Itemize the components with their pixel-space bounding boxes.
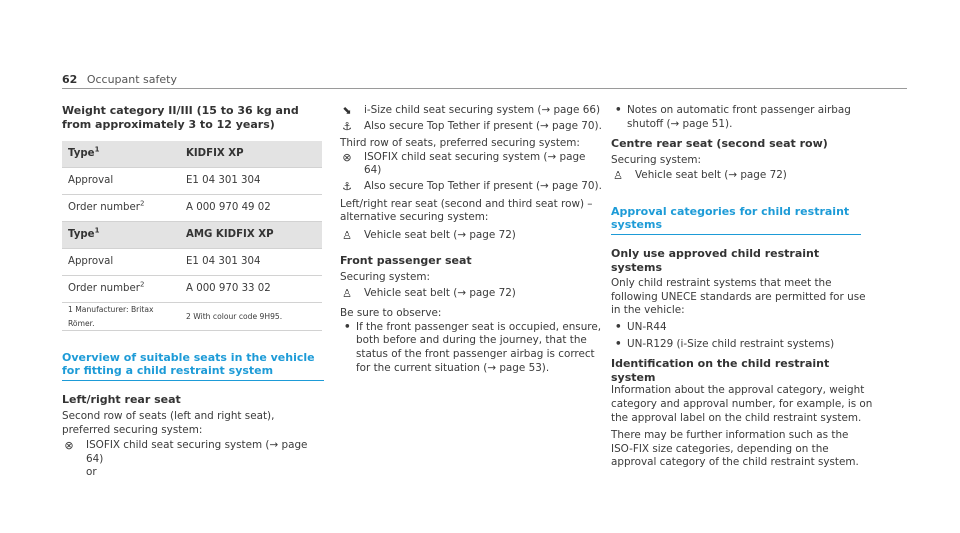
identification-heading: Identification on the child restraint system xyxy=(611,357,830,384)
approval-label: Approval xyxy=(62,249,180,276)
left-right-text: Second row of seats (left and right seat), preferred securing system: xyxy=(62,409,275,436)
table-row xyxy=(62,222,322,249)
list-item xyxy=(611,104,873,131)
approved-systems-heading: Only use approved child restraint systems xyxy=(611,246,820,274)
list-item xyxy=(611,321,873,335)
footnote-colour-code: 2 With colour code 9H95. xyxy=(180,303,322,331)
observe-text: Be sure to observe: xyxy=(340,307,442,320)
i-size-text: i-Size child seat securing system (→ page 66) xyxy=(364,104,600,116)
type-label: Type xyxy=(68,148,95,160)
footnote-ref: 1 xyxy=(94,146,100,154)
further-info-text: There may be further information such as the ISO-FIX size categories, depending on the approval category of the child restraint system. xyxy=(611,429,859,469)
airbag-status-text: If the front passenger seat is occupied, ensure, both before and during the journey, that the status of the front passenger airbag is correct for the current situation (→ page 53). xyxy=(356,320,602,374)
seat-belt-item xyxy=(340,287,602,301)
top-tether-text: Also secure Top Tether if present (→ page 70). xyxy=(364,179,602,192)
table-row xyxy=(62,195,322,222)
isofix-icon: ⊗ xyxy=(64,439,74,453)
approval-value: E1 04 301 304 xyxy=(180,168,322,195)
front-passenger-seat-heading: Front passenger seat xyxy=(340,254,472,268)
bullet: • xyxy=(615,320,622,333)
seat-belt-item xyxy=(340,229,602,243)
seat-belt-text: Vehicle seat belt (→ page 72) xyxy=(635,169,787,182)
isofix-icon: ⊗ xyxy=(342,150,352,164)
approval-categories-heading: Approval categories for child restraint systems xyxy=(611,205,861,235)
footnote-ref: 2 xyxy=(139,281,145,289)
seat-belt-text: Vehicle seat belt (→ page 72) xyxy=(364,228,516,241)
order-label: Order number xyxy=(68,283,140,295)
i-size-icon: ⬊ xyxy=(342,104,352,117)
standard-r44: UN-R44 xyxy=(627,320,667,333)
i-size-item xyxy=(340,104,602,118)
top-tether-item xyxy=(340,120,602,134)
top-tether-item xyxy=(340,180,602,194)
airbag-shutoff-text: Notes on automatic front passenger airbag shutoff (→ page 51). xyxy=(627,104,851,130)
bullet: • xyxy=(615,104,622,116)
top-tether-text: Also secure Top Tether if present (→ page 70). xyxy=(364,119,602,132)
seat-belt-item xyxy=(611,169,873,183)
table-row xyxy=(62,141,322,168)
seat-belt-icon: ♙ xyxy=(613,169,623,183)
page-number: 62 xyxy=(62,73,78,86)
list-item xyxy=(611,338,873,352)
order-label: Order number xyxy=(68,202,140,214)
identification-text: Information about the approval category, weight category and approval number, for example, is on the approval label on the child restraint system. xyxy=(611,384,873,424)
weight-category-heading: Weight category II/III (15 to 36 kg and from approximately 3 to 12 years) xyxy=(62,104,299,131)
column-1 xyxy=(62,104,324,480)
footnote-manufacturer: 1 Manufacturer: Britax Römer. xyxy=(62,303,180,331)
isofix-text: ISOFIX child seat securing system (→ page 64) xyxy=(364,150,586,177)
isofix-text: ISOFIX child seat securing system (→ page 64) xyxy=(86,439,308,465)
table-row xyxy=(62,276,322,303)
page-header xyxy=(62,73,177,87)
footnote-ref: 1 xyxy=(94,227,100,235)
header-rule xyxy=(62,88,907,89)
overview-heading: Overview of suitable seats in the vehicle for fitting a child restraint system xyxy=(62,351,324,381)
table-row xyxy=(62,168,322,195)
kidfix-table xyxy=(62,141,322,222)
bullet: • xyxy=(615,337,622,350)
seat-belt-text: Vehicle seat belt (→ page 72) xyxy=(364,286,516,299)
order-value: A 000 970 49 02 xyxy=(180,195,322,222)
approval-value: E1 04 301 304 xyxy=(180,249,322,276)
securing-system-label: Securing system: xyxy=(611,153,701,166)
isofix-item xyxy=(340,151,602,178)
section-title: Occupant safety xyxy=(86,73,177,86)
approved-systems-text: Only child restraint systems that meet the following UNECE standards are permitted for use in the vehicle: xyxy=(611,277,866,317)
third-row-text: Third row of seats, preferred securing system: xyxy=(340,137,580,150)
isofix-item xyxy=(62,439,324,466)
table-footnotes xyxy=(62,303,322,331)
type-value: AMG KIDFIX XP xyxy=(180,222,322,249)
standard-r129: UN-R129 (i-Size child restraint systems) xyxy=(627,337,835,350)
top-tether-icon: ⚓ xyxy=(342,119,352,133)
top-tether-icon: ⚓ xyxy=(342,179,352,193)
or-text: or xyxy=(86,466,97,479)
seat-belt-icon: ♙ xyxy=(342,286,352,300)
table-row xyxy=(62,249,322,276)
seat-belt-icon: ♙ xyxy=(342,228,352,242)
order-value: A 000 970 33 02 xyxy=(180,276,322,303)
left-right-rear-seat-heading: Left/right rear seat xyxy=(62,393,181,407)
approval-label: Approval xyxy=(62,168,180,195)
list-item xyxy=(340,321,602,375)
centre-rear-seat-heading: Centre rear seat (second seat row) xyxy=(611,137,828,151)
alternative-text: Left/right rear seat (second and third seat row) – alternative securing system: xyxy=(340,197,593,224)
bullet: • xyxy=(344,320,351,333)
column-3 xyxy=(611,104,873,470)
securing-system-label: Securing system: xyxy=(340,270,430,283)
type-label: Type xyxy=(68,229,95,241)
column-2 xyxy=(340,104,602,375)
type-value: KIDFIX XP xyxy=(180,141,322,168)
amg-kidfix-table xyxy=(62,222,322,331)
footnote-ref: 2 xyxy=(139,200,145,208)
